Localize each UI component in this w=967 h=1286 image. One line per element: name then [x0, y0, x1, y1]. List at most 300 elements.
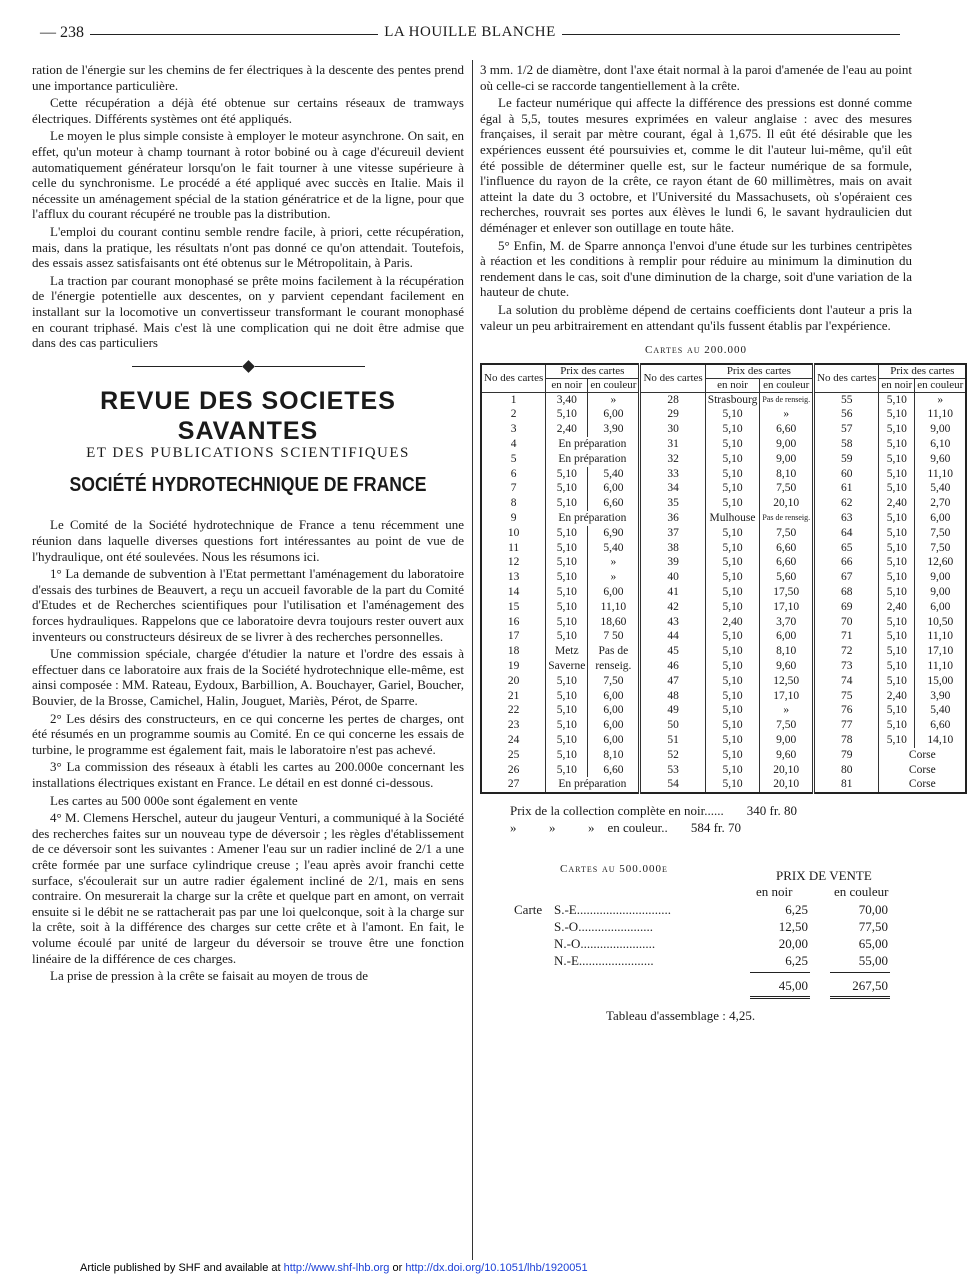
- cell-no: 4: [481, 437, 546, 452]
- table-row: [481, 703, 966, 718]
- table-row: [481, 392, 966, 407]
- paragraph: ration de l'énergie sur les chemins de fer électriques à la descente des pentes prend une importance particulière.: [32, 62, 464, 93]
- price-noir: 6,25: [785, 953, 808, 969]
- cell-no: 3: [481, 422, 546, 437]
- cell-noir: 5,10: [546, 526, 588, 541]
- cell-couleur: »: [915, 392, 967, 407]
- cell-noir: 5,10: [705, 407, 760, 422]
- total-noir: 45,00: [778, 978, 808, 994]
- price-row: [514, 953, 904, 970]
- table-row: [481, 555, 966, 570]
- cell-no: 37: [640, 526, 705, 541]
- cell-no: 61: [814, 481, 879, 496]
- cell-no: 22: [481, 703, 546, 718]
- cell-noir: 5,10: [705, 585, 760, 600]
- cell-noir: 5,10: [546, 763, 588, 778]
- society-title: SOCIÉTÉ HYDROTECHNIQUE DE FRANCE: [69, 473, 427, 496]
- cell-no: 67: [814, 570, 879, 585]
- cell-noir: 5,10: [705, 467, 760, 482]
- cell-couleur: 5,40: [915, 703, 967, 718]
- cell-price-span: En préparation: [546, 452, 640, 467]
- footer-link-shf[interactable]: http://www.shf-lhb.org: [283, 1262, 390, 1274]
- footer-link-doi[interactable]: http://dx.doi.org/10.1051/lhb/1920051: [405, 1262, 588, 1274]
- page-number: — 238: [40, 24, 88, 42]
- cell-noir: Metz: [546, 644, 588, 659]
- cell-no: 54: [640, 777, 705, 793]
- cell-noir: 5,10: [546, 570, 588, 585]
- cell-no: 72: [814, 644, 879, 659]
- cell-no: 13: [481, 570, 546, 585]
- section-ornament: [32, 359, 464, 375]
- journal-title: LA HOUILLE BLANCHE: [40, 24, 900, 41]
- cell-couleur: 9,00: [760, 452, 814, 467]
- cell-noir: 5,10: [705, 437, 760, 452]
- table-row: [481, 674, 966, 689]
- cell-noir: 5,10: [546, 541, 588, 556]
- cell-no: 69: [814, 600, 879, 615]
- table-row: [481, 733, 966, 748]
- price-couleur: 70,00: [858, 902, 888, 918]
- cell-no: 39: [640, 555, 705, 570]
- cell-couleur: 6,00: [915, 511, 967, 526]
- page-header: [40, 24, 900, 44]
- cell-noir: 5,10: [705, 718, 760, 733]
- cell-couleur: 9,00: [915, 422, 967, 437]
- cell-couleur: »: [588, 555, 640, 570]
- cell-noir: 5,10: [879, 481, 915, 496]
- cell-couleur: 5,40: [588, 541, 640, 556]
- cell-couleur: 6,00: [588, 689, 640, 704]
- cell-no: 70: [814, 615, 879, 630]
- cell-no: 35: [640, 496, 705, 511]
- price-couleur: 55,00: [858, 953, 888, 969]
- col-header-couleur: en couleur: [834, 884, 889, 900]
- cell-no: 5: [481, 452, 546, 467]
- cell-no: 66: [814, 555, 879, 570]
- paragraph: Cette récupération a déjà été obtenue sur certains réseaux de tramways électriques. Différents systèmes ont été appliqués.: [32, 95, 464, 126]
- cell-no: 27: [481, 777, 546, 793]
- paragraph: 4° M. Clemens Herschel, auteur du jaugeur Venturi, a communiqué à la Société des recherches faites sur un nouveau type de déversoir ; les règles d'établissement de ce déversoir sont les suivantes : Amener l'eau sur un radier incliné de 2/1 a une crête formée par une surface cylindrique creuse ; l'eau après avoir franchi cette surface, s'écoulerait sur un autre radier également incliné de 2/1, mais en sens contraire. On mesurerait la charge sur la crête et quelque part en amont, on verrait ensuite si le débit ne se rattacherait pas par une loi quelconque, soit à la charge sur la crête, soit à la différence des charges sur cette crête et à l'amont. En fait, le volume écoulé par unité de largeur du déversoir se trouve être une fonction linéaire de la différence de ces charges.: [32, 810, 464, 966]
- cell-no: 30: [640, 422, 705, 437]
- col-header-couleur: en couleur: [915, 378, 967, 392]
- cell-couleur: 15,00: [915, 674, 967, 689]
- cell-no: 73: [814, 659, 879, 674]
- cell-couleur: 9,60: [915, 452, 967, 467]
- cell-couleur: 7,50: [760, 481, 814, 496]
- carte-label: N.-O.......................: [554, 936, 656, 952]
- cell-couleur: 17,10: [760, 689, 814, 704]
- table-row: [481, 526, 966, 541]
- paragraph: Le moyen le plus simple consiste à employer le moteur asynchrone. On sait, en effet, qu'un moteur à champ tournant à rotor bobiné ou à cage d'écureuil devient automatiquement générateur lorsqu'on le fait tourner à une vitesse supérieure à celle du synchronisme. Le procédé a été appliqué avec succès en Italie. Mais il nécessite un aménagement spécial de la station génératrice et de la ligne, pour que l'afflux du courant récupéré ne trouble pas la distribution.: [32, 128, 464, 222]
- cell-noir: 5,10: [879, 644, 915, 659]
- cell-noir: 5,10: [705, 659, 760, 674]
- cell-noir: 5,10: [546, 481, 588, 496]
- paragraph: Le Comité de la Société hydrotechnique de France a tenu récemment une réunion dans laquelle diverses questions fort intéressantes au point de vue de l'hydraulique, ont été soulevées. Nous les résumons ici.: [32, 517, 464, 564]
- cell-couleur: 17,10: [915, 644, 967, 659]
- cell-noir: 5,10: [705, 674, 760, 689]
- cell-noir: 5,10: [705, 481, 760, 496]
- table-row: [481, 541, 966, 556]
- cell-price-span: En préparation: [546, 437, 640, 452]
- paragraph: 3 mm. 1/2 de diamètre, dont l'axe était normal à la paroi d'amenée de l'eau au point où celle-ci se raccorde tangentiellement à la crête.: [480, 62, 912, 93]
- paragraph: La traction par courant monophasé se prête moins facilement à la récupération de l'énergie potentielle aux descentes, on y parvient cependant facilement en installant sur la locomotive un convertisseur transformant le courant monophasé en courant triphasé. Mais c'est là une complication qui ne doit être admise que dans des cas particuliers: [32, 272, 464, 351]
- cell-price-span: En préparation: [546, 777, 640, 793]
- cell-no: 26: [481, 763, 546, 778]
- paragraph: Une commission spéciale, chargée d'étudier la nature et l'ordre des essais à effectuer dans ce laboratoire aux frais de la Société hydrotechnique elle-même, est ainsi composée : MM. Rateau, Eydoux, Barbillion, A. Bouchayer, Gariel, Boucher, Bouvier, de la Brosse, Camichel, Halin, Jouguet, Mariès, Pérot, de Sparre.: [32, 646, 464, 708]
- paragraph: Les cartes au 500 000e sont également en vente: [50, 792, 298, 808]
- table-row: [481, 777, 966, 793]
- table-row: [481, 659, 966, 674]
- table-row: [481, 644, 966, 659]
- paragraph: L'emploi du courant continu semble rendre facile, à priori, cette récupération, mais, dans la pratique, les résultats n'ont pas donné ce qu'on attendait. Toutefois, des essais assez satisfaisants ont été obtenus sur le Métropolitain, à Paris.: [32, 223, 464, 271]
- cell-noir: 5,10: [546, 674, 588, 689]
- cell-noir: 5,10: [879, 570, 915, 585]
- cell-no: 74: [814, 674, 879, 689]
- cell-couleur: 20,10: [760, 763, 814, 778]
- section-title: REVUE DES SOCIETES SAVANTES: [100, 387, 396, 446]
- col-header-noir: en noir: [879, 378, 915, 392]
- cell-couleur: 6,00: [588, 481, 640, 496]
- cell-no: 31: [640, 437, 705, 452]
- col-header-no: No des cartes: [814, 364, 879, 393]
- cell-noir: 5,10: [879, 452, 915, 467]
- cell-no: 10: [481, 526, 546, 541]
- cell-couleur: 6,00: [760, 629, 814, 644]
- table-row: [481, 689, 966, 704]
- cell-no: 62: [814, 496, 879, 511]
- cell-noir: 5,10: [705, 422, 760, 437]
- price-rows: [514, 902, 904, 970]
- cell-noir: 5,10: [705, 703, 760, 718]
- cell-couleur: 9,00: [760, 733, 814, 748]
- cell-no: 47: [640, 674, 705, 689]
- total-couleur: 267,50: [852, 978, 888, 994]
- cell-no: 19: [481, 659, 546, 674]
- cell-no: 75: [814, 689, 879, 704]
- cell-no: 25: [481, 748, 546, 763]
- cell-price-span: En préparation: [546, 511, 640, 526]
- cell-couleur: 11,10: [915, 407, 967, 422]
- table-row: [481, 496, 966, 511]
- cell-noir: 5,10: [546, 555, 588, 570]
- collection-price-couleur: [510, 819, 912, 836]
- cell-couleur: 6,60: [760, 422, 814, 437]
- cell-no: 12: [481, 555, 546, 570]
- cell-noir: 5,10: [705, 570, 760, 585]
- cell-no: 78: [814, 733, 879, 748]
- cell-couleur: 7,50: [760, 526, 814, 541]
- paragraph: La prise de pression à la crête se faisait au moyen de trous de: [50, 968, 369, 984]
- table-row: [481, 511, 966, 526]
- cell-no: 64: [814, 526, 879, 541]
- cell-no: 52: [640, 748, 705, 763]
- cell-noir: 2,40: [879, 689, 915, 704]
- cell-couleur: 11,10: [588, 600, 640, 615]
- table-caption: Cartes au 500.000e: [560, 863, 668, 876]
- cell-couleur: 6,60: [760, 541, 814, 556]
- cell-no: 55: [814, 392, 879, 407]
- cell-noir: 5,10: [705, 541, 760, 556]
- cell-couleur: 14,10: [915, 733, 967, 748]
- col-header-prix: Prix des cartes: [546, 364, 640, 379]
- cell-couleur: 2,70: [915, 496, 967, 511]
- col-header-no: No des cartes: [640, 364, 705, 393]
- cell-no: 63: [814, 511, 879, 526]
- table-row: [481, 600, 966, 615]
- cell-couleur: Pas de renseig.: [760, 392, 814, 407]
- paragraph: La solution du problème dépend de certains coefficients dont l'auteur a pris la valeur un peu arbitrairement en attendant qu'ils fussent établis par l'expérience.: [480, 301, 912, 333]
- cell-no: 38: [640, 541, 705, 556]
- cell-couleur: 9,00: [915, 570, 967, 585]
- cell-couleur: 7,50: [915, 541, 967, 556]
- cell-price-span: Corse: [879, 763, 966, 778]
- cell-no: 45: [640, 644, 705, 659]
- cell-noir: 5,10: [546, 467, 588, 482]
- cell-noir: 5,10: [879, 422, 915, 437]
- cell-couleur: 9,60: [760, 659, 814, 674]
- carte-prefix: Carte: [514, 902, 543, 918]
- cell-noir: 5,10: [879, 511, 915, 526]
- cell-no: 58: [814, 437, 879, 452]
- cell-no: 46: [640, 659, 705, 674]
- cell-no: 17: [481, 629, 546, 644]
- table-row: [481, 748, 966, 763]
- cell-noir: 5,10: [705, 555, 760, 570]
- cell-noir: 5,10: [879, 541, 915, 556]
- col-header-noir: en noir: [756, 884, 793, 900]
- section-subtitle: ET DES PUBLICATIONS SCIENTIFIQUES: [86, 445, 410, 462]
- cell-noir: 5,10: [879, 392, 915, 407]
- cell-couleur: 6,00: [588, 585, 640, 600]
- cell-noir: 5,10: [879, 555, 915, 570]
- cell-noir: 5,10: [705, 496, 760, 511]
- cell-noir: 2,40: [705, 615, 760, 630]
- cell-noir: 2,40: [879, 496, 915, 511]
- cell-noir: 5,10: [546, 600, 588, 615]
- cell-no: 8: [481, 496, 546, 511]
- cell-noir: Saverne: [546, 659, 588, 674]
- cell-no: 7: [481, 481, 546, 496]
- cell-noir: 5,10: [546, 689, 588, 704]
- cell-no: 33: [640, 467, 705, 482]
- cell-no: 24: [481, 733, 546, 748]
- cell-no: 48: [640, 689, 705, 704]
- col-header-no: No des cartes: [481, 364, 546, 393]
- cell-noir: 5,10: [879, 467, 915, 482]
- cell-price-span: Corse: [879, 777, 966, 793]
- cell-no: 6: [481, 467, 546, 482]
- cell-couleur: 18,60: [588, 615, 640, 630]
- cell-no: 51: [640, 733, 705, 748]
- cell-price-span: Corse: [879, 748, 966, 763]
- cell-couleur: 11,10: [915, 629, 967, 644]
- cell-couleur: 9,00: [915, 585, 967, 600]
- cell-no: 68: [814, 585, 879, 600]
- price-noir: 20,00: [778, 936, 808, 952]
- cell-no: 34: [640, 481, 705, 496]
- collection-value: 340 fr. 80: [746, 803, 797, 819]
- cell-no: 1: [481, 392, 546, 407]
- cell-no: 76: [814, 703, 879, 718]
- prix-vente-label: PRIX DE VENTE: [776, 868, 872, 884]
- cell-noir: 5,10: [705, 526, 760, 541]
- cell-couleur: 12,50: [760, 674, 814, 689]
- paragraph: Le facteur numérique qui affecte la différence des pressions est donné comme égal à 5,5, toutes mesures exprimées en valeur anglaise : avec des mesures françaises, il serait par mètre courant, égal à 1,675. Il eût été désirable que les expériences eussent été poursuivies et, comme le dit l'auteur lui-même, qu'il eût été possible de déterminer quelle est, sur le facteur numérique de sa formule, l'influence du rayon de la crête, ce rayon étant de 60 millimètres, mais on avait atteint la date du 3 octobre, et l'Université du Massachusets, où s'opéraient ces recherches, rouvrait ses portes aux élèves le lundi 6, le savant hydraulicien dut déménager et enlever son outillage en toute hâte.: [480, 95, 912, 235]
- cell-noir: 5,10: [546, 703, 588, 718]
- cell-no: 81: [814, 777, 879, 793]
- cell-noir: 5,10: [546, 496, 588, 511]
- collection-prices: [480, 802, 912, 836]
- cell-noir: 5,10: [879, 615, 915, 630]
- cell-noir: 5,10: [879, 407, 915, 422]
- cell-couleur: 6,60: [915, 718, 967, 733]
- cell-noir: 2,40: [546, 422, 588, 437]
- table-row: [481, 763, 966, 778]
- cell-no: 36: [640, 511, 705, 526]
- table-row: [481, 437, 966, 452]
- cell-no: 77: [814, 718, 879, 733]
- cell-no: 11: [481, 541, 546, 556]
- cell-couleur: 6,00: [588, 407, 640, 422]
- cell-noir: 5,10: [705, 777, 760, 793]
- cell-noir: 5,10: [546, 585, 588, 600]
- cell-noir: 5,10: [546, 718, 588, 733]
- paragraph: 5° Enfin, M. de Sparre annonça l'envoi d'une étude sur les turbines centripètes à réaction et les conditions à remplir pour réduire au minimum la diminution du rendement dans le cas, soit d'une diminution de la charge, soit d'une variation de la hauteur de chute.: [480, 237, 912, 300]
- cell-noir: 5,10: [879, 674, 915, 689]
- cell-couleur: 7,50: [760, 718, 814, 733]
- cell-couleur: 9,60: [760, 748, 814, 763]
- table-row: [481, 629, 966, 644]
- cell-noir: 5,10: [705, 763, 760, 778]
- price-row: [514, 902, 904, 919]
- cell-noir: 5,10: [546, 733, 588, 748]
- cell-noir: 5,10: [879, 526, 915, 541]
- cell-couleur: 6,00: [588, 703, 640, 718]
- cell-couleur: 7 50: [588, 629, 640, 644]
- cell-noir: 5,10: [879, 585, 915, 600]
- cell-couleur: 6,00: [588, 733, 640, 748]
- cell-noir: 5,10: [879, 733, 915, 748]
- cell-couleur: 5,40: [915, 481, 967, 496]
- cartes-200000-table: [480, 363, 967, 795]
- price-noir: 6,25: [785, 902, 808, 918]
- total-rule: [830, 996, 890, 999]
- cell-noir: 5,10: [546, 615, 588, 630]
- col-header-couleur: en couleur: [760, 378, 814, 392]
- carte-label: S.-O.......................: [554, 919, 653, 935]
- col-header-couleur: en couleur: [588, 378, 640, 392]
- cell-noir: 5,10: [546, 407, 588, 422]
- cell-no: 14: [481, 585, 546, 600]
- cell-couleur: Pas de renseig.: [760, 511, 814, 526]
- left-column: [32, 62, 464, 986]
- table-row: [481, 452, 966, 467]
- collection-value: 584 fr. 70: [690, 820, 742, 836]
- cell-couleur: 11,10: [915, 659, 967, 674]
- cell-couleur: 17,10: [760, 600, 814, 615]
- cell-couleur: 6,00: [588, 718, 640, 733]
- right-column: [480, 62, 964, 1024]
- cell-noir: 5,10: [705, 600, 760, 615]
- col-header-noir: en noir: [546, 378, 588, 392]
- cell-couleur: 20,10: [760, 777, 814, 793]
- cell-couleur: renseig.: [588, 659, 640, 674]
- price-couleur: 77,50: [858, 919, 888, 935]
- cell-no: 65: [814, 541, 879, 556]
- price-couleur: 65,00: [858, 936, 888, 952]
- cell-noir: 5,10: [705, 748, 760, 763]
- cell-no: 53: [640, 763, 705, 778]
- total-rule: [750, 996, 810, 999]
- cell-no: 49: [640, 703, 705, 718]
- cell-no: 59: [814, 452, 879, 467]
- cell-noir: 5,10: [705, 689, 760, 704]
- cell-couleur: 9,00: [760, 437, 814, 452]
- cell-couleur: 6,10: [915, 437, 967, 452]
- paragraph: 1° La demande de subvention à l'Etat permettant l'aménagement du laboratoire d'essais des turbines de Beauvert, a reçu un accueil favorable de la part du Comité d'Etudes et de Recherches scientifiques pour l'utilisation et l'aménagement des forces hydrauliques. Rappelons que ce laboratoire devra toujours rester ouvert aux inventeurs ou constructeurs désireux de se livrer à des recherches personnelles.: [32, 566, 464, 644]
- collection-label: » » » en couleur..: [510, 820, 668, 836]
- cell-couleur: 3,90: [915, 689, 967, 704]
- cell-no: 44: [640, 629, 705, 644]
- cell-no: 40: [640, 570, 705, 585]
- cell-couleur: 6,90: [588, 526, 640, 541]
- cell-noir: 5,10: [546, 748, 588, 763]
- cell-couleur: 6,00: [915, 600, 967, 615]
- cell-couleur: »: [760, 407, 814, 422]
- cell-couleur: 8,10: [760, 644, 814, 659]
- table-row: [481, 422, 966, 437]
- cell-no: 50: [640, 718, 705, 733]
- cell-couleur: 8,10: [760, 467, 814, 482]
- cell-couleur: 7,50: [588, 674, 640, 689]
- cell-couleur: 11,10: [915, 467, 967, 482]
- collection-label: Prix de la collection complète en noir......: [510, 803, 724, 819]
- cell-noir: 5,10: [546, 629, 588, 644]
- carte-label: N.-E.......................: [554, 953, 654, 969]
- cell-no: 80: [814, 763, 879, 778]
- cell-no: 41: [640, 585, 705, 600]
- carte-label: S.-E.............................: [554, 902, 671, 918]
- footer-text: Article published by SHF and available at: [80, 1262, 284, 1274]
- price-row: [514, 919, 904, 936]
- cell-noir: 5,10: [879, 659, 915, 674]
- cell-no: 57: [814, 422, 879, 437]
- cell-noir: Mulhouse: [705, 511, 760, 526]
- collection-price-noir: [510, 802, 912, 819]
- total-rule: [830, 972, 890, 973]
- table-row: [481, 481, 966, 496]
- cell-couleur: »: [760, 703, 814, 718]
- cell-noir: 5,10: [705, 452, 760, 467]
- cell-noir: 5,10: [879, 718, 915, 733]
- cell-no: 29: [640, 407, 705, 422]
- cell-couleur: 10,50: [915, 615, 967, 630]
- paragraph: 2° Les désirs des constructeurs, en ce qui concerne les pertes de charges, ont été résumés en un programme soumis au Comité. En ce qui concerne les essais de turbine, le programme est également fait, mais le laboratoire n'est pas achevé.: [32, 710, 464, 757]
- table-row: [481, 467, 966, 482]
- price-noir: 12,50: [778, 919, 808, 935]
- cell-no: 79: [814, 748, 879, 763]
- table-row: [481, 407, 966, 422]
- cell-noir: 5,10: [705, 733, 760, 748]
- cell-couleur: 6,60: [760, 555, 814, 570]
- column-divider: [472, 60, 473, 1260]
- cell-couleur: »: [588, 570, 640, 585]
- cell-couleur: 12,60: [915, 555, 967, 570]
- cell-noir: 3,40: [546, 392, 588, 407]
- footer: [80, 1262, 588, 1274]
- table-body: [481, 392, 966, 793]
- cell-no: 16: [481, 615, 546, 630]
